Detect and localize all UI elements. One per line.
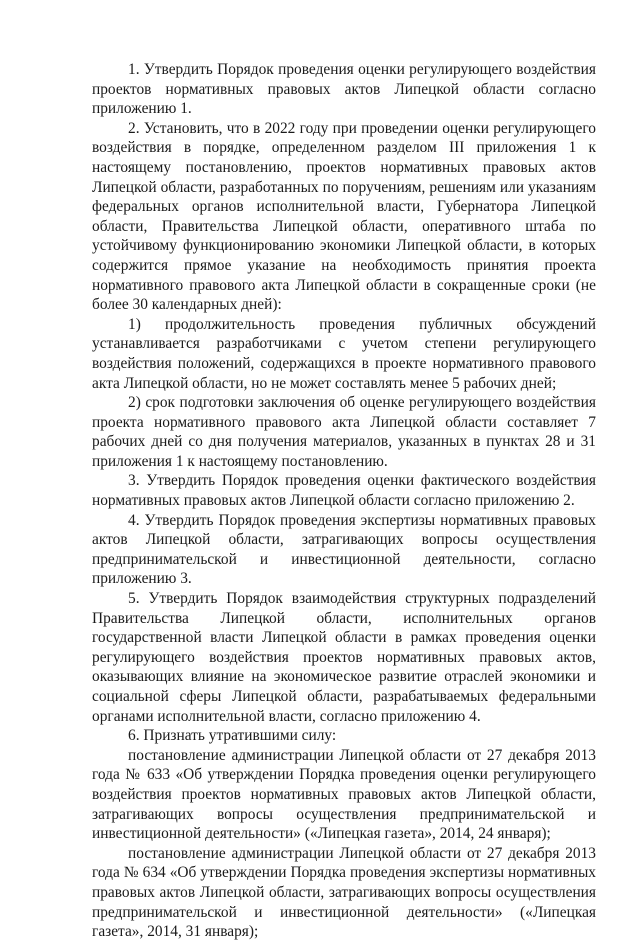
paragraph-item-1: 1. Утвердить Порядок проведения оценки регулирующего воздействия проектов нормативных правовых актов Липецкой области согласно приложению 1. (92, 61, 596, 118)
paragraph-item-2: 2. Установить, что в 2022 году при проведении оценки регулирующего воздействия в порядке, определенном разделом III приложения 1 к настоящему постановлению, проектов нормативных правовых актов Липецкой области, разработанных по поручениям, решениям или указаниям федеральных органов исполнительной власти, Губернатора Липецкой области, Правительства Липецкой области, оперативного штаба по устойчивому функционированию экономики Липецкой области, в которых содержится прямое указание на необходимость принятия проекта нормативного правового акта Липецкой области в сокращенные сроки (не более 30 календарных дней): (92, 119, 596, 314)
document-body (92, 60, 596, 942)
paragraph-repealed-634: постановление администрации Липецкой области от 27 декабря 2013 года № 634 «Об утверждении Порядка проведения экспертизы нормативных правовых актов Липецкой области, затрагивающих вопросы осуществления предпринимательской и инвестиционной деятельности» («Липецкая газета», 2014, 31 января); (92, 844, 596, 941)
paragraph-item-3: 3. Утвердить Порядок проведения оценки фактического воздействия нормативных правовых актов Липецкой области согласно приложению 2. (92, 472, 596, 510)
paragraph-item-6: 6. Признать утратившими силу: (128, 727, 337, 745)
paragraph-item-4: 4. Утвердить Порядок проведения экспертизы нормативных правовых актов Липецкой области, затрагивающих вопросы осуществления предпринимательской и инвестиционной деятельности, согласно приложению 3. (92, 511, 596, 588)
paragraph-subitem-2-2: 2) срок подготовки заключения об оценке регулирующего воздействия проекта нормативного правового акта Липецкой области составляет 7 рабочих дней со дня получения материалов, указанных в пунктах 28 и 31 приложения 1 к настоящему постановлению. (92, 394, 596, 470)
paragraph-subitem-2-1: 1) продолжительность проведения публичных обсуждений устанавливается разработчиками с учетом степени регулирующего воздействия положений, содержащихся в проекте нормативного правового акта Липецкой области, но не может составлять менее 5 рабочих дней; (92, 315, 596, 392)
paragraph-repealed-633: постановление администрации Липецкой области от 27 декабря 2013 года № 633 «Об утверждении Порядка проведения оценки регулирующего воздействия проектов нормативных правовых актов Липецкой области, затрагивающих вопросы осуществления предпринимательской и инвестиционной деятельности» («Липецкая газета», 2014, 24 января); (92, 746, 596, 843)
paragraph-item-5: 5. Утвердить Порядок взаимодействия структурных подразделений Правительства Липецкой области, исполнительных органов государственной власти Липецкой области в рамках проведения оценки регулирующего воздействия проектов нормативных правовых актов, оказывающих влияние на экономическое развитие отраслей экономики и социальной сферы Липецкой области, разрабатываемых федеральными органами исполнительной власти, согласно приложению 4. (92, 590, 596, 725)
